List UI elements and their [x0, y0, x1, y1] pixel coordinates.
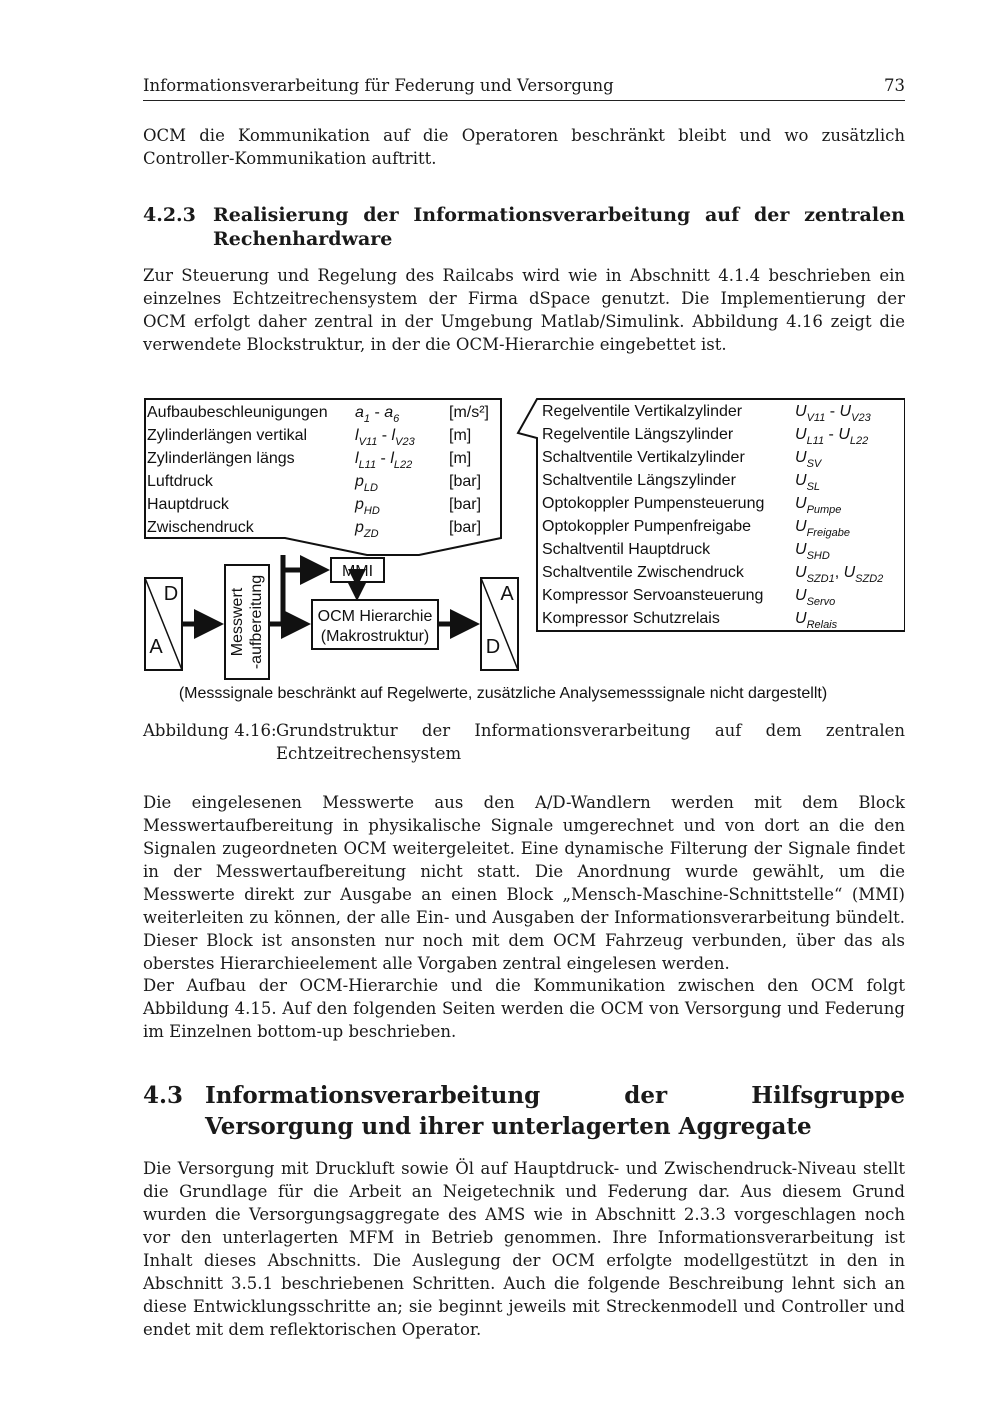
output-signal-name: Optokoppler Pumpenfreigabe [542, 518, 752, 535]
section-title: Informationsverarbeitung der Hilfsgruppe Versorgung und ihrer unterlagerten Aggregate [205, 1082, 905, 1140]
output-signal-symbol: $U_{SL}$ [795, 472, 821, 493]
input-signal-symbol: $l_{L11} - l_{L22}$ [355, 450, 413, 471]
input-signal-unit: [m] [449, 427, 472, 444]
input-signal-unit: [bar] [449, 473, 482, 490]
input-signal-symbol: $l_{V11} - l_{V23}$ [355, 427, 415, 448]
section-title: Realisierung der Informationsverarbeitung auf der zentralen Rechenhardware [213, 204, 905, 250]
ad-converter-block [145, 578, 182, 670]
output-signal-list [542, 403, 883, 631]
section-4-3-paragraph: Die Versorgung mit Druckluft sowie Öl auf Hauptdruck- und Zwischendruck-Niveau stellt die Grundlage für die Arbeit an Neigetechnik und Federung dar. Aus diesem Grund wurden die Versorgungsaggregate des AMS wie in Abschnitt 2.3.3 vorgeschlagen noch vor den unterlagerten MFM in Betrieb genommen. Ihre Informationsverarbeitung ist Inhalt dieses Abschnitts. Die Auslegung der OCM erfolgte modellgestützt in den in Abschnitt 3.5.1 beschriebenen Schritten. Auch die folgende Beschreibung lehnt sich an diese Entwicklungsschritte an; sie beginnt jeweils mit Streckenmodell und Controller und endet mit dem reflektorischen Operator. [143, 1159, 905, 1339]
output-signal-symbol: $U_{Pumpe}$ [795, 495, 842, 516]
output-signal-name: Schaltventile Vertikalzylinder [542, 449, 745, 466]
input-signal-symbol: $p_{LD}$ [355, 473, 378, 494]
ocm-label-1: OCM Hierarchie [317, 608, 433, 625]
da-converter-block [481, 578, 518, 670]
input-signal-unit: [bar] [449, 519, 482, 536]
adc-bottom-letter: A [149, 636, 163, 658]
ocm-label-2: (Makrostruktur) [320, 628, 430, 645]
output-signal-name: Kompressor Servoansteuerung [542, 587, 764, 604]
block-diagram [143, 390, 905, 720]
output-signal-symbol: $U_{V11} - U_{V23}$ [795, 403, 871, 424]
output-signal-symbol: $U_{Relais}$ [795, 610, 838, 631]
figure-note: (Messsignale beschränkt auf Regelwerte, zusätzliche Analysemesssignale nicht dargestellt) [178, 685, 828, 702]
intro-paragraph: OCM die Kommunikation auf die Operatoren beschränkt bleibt und wo zusätzlich Controller-Kommunikation auftritt. [143, 126, 905, 168]
caption-label: Abbildung 4.16: [143, 721, 277, 740]
output-signal-name: Optokoppler Pumpensteuerung [542, 495, 765, 512]
input-signal-name: Zylinderlängen vertikal [147, 427, 308, 444]
dac-bottom-letter: D [485, 636, 501, 658]
output-signal-symbol: $U_{SV}$ [795, 449, 822, 470]
output-signal-symbol: $U_{Freigabe}$ [795, 518, 850, 539]
messwert-label-1: Messwert [229, 587, 246, 657]
input-signal-unit: [m] [449, 450, 472, 467]
input-signal-name: Zylinderlängen längs [147, 450, 295, 467]
input-signal-name: Aufbaubeschleunigungen [147, 404, 328, 421]
dac-top-letter: A [500, 583, 514, 605]
body-paragraph-3: Der Aufbau der OCM-Hierarchie und die Kommunikation zwischen den OCM folgt Abbildung 4.15. Auf den folgenden Seiten werden die OCM von Versorgung und Federung im Einzelnen bottom-up beschrieben. [143, 976, 905, 1041]
mmi-block [331, 558, 384, 582]
body-paragraph-2: Die eingelesenen Messwerte aus den A/D-Wandlern werden mit dem Block Messwertaufbereitung in physikalische Signale umgerechnet und von dort an die den Signalen zugeordneten OCM weitergeleitet. Eine dynamische Filterung der Signale findet in der Messwertaufbereitung nicht statt. Die Anordnung wurde gewählt, um die Messwerte direkt zur Ausgabe an einen Block „Mensch-Maschine-Schnittstelle“ (MMI) weiterleiten zu können, der alle Ein- und Ausgaben der Informationsverarbeitung bündelt. Dieser Block ist ansonsten nur noch mit dem OCM Fahrzeug verbunden, über das als oberstes Hierarchieelement alle Vorgaben zentral eingelesen werden. [143, 793, 905, 973]
header-title: Informationsverarbeitung für Federung und Versorgung [143, 76, 614, 95]
input-signal-name: Hauptdruck [147, 496, 229, 513]
input-signal-symbol: $p_{ZD}$ [355, 519, 379, 540]
input-signal-unit: [m/s²] [449, 404, 489, 421]
input-signal-name: Zwischendruck [147, 519, 254, 536]
input-signal-unit: [bar] [449, 496, 482, 513]
output-signal-name: Regelventile Vertikalzylinder [542, 403, 743, 420]
output-signal-symbol: $U_{Servo}$ [795, 587, 836, 608]
mmi-label: MMI [341, 563, 374, 580]
messwertaufbereitung-block [225, 565, 269, 679]
output-signal-name: Regelventile Längszylinder [542, 426, 734, 443]
input-signal-name: Luftdruck [147, 473, 213, 490]
adc-top-letter: D [163, 583, 179, 605]
ocm-hierarchy-block [312, 600, 438, 649]
input-signal-symbol: $a_1 - a_6$ [355, 404, 400, 425]
output-signal-symbol: $U_{SHD}$ [795, 541, 830, 562]
output-signal-symbol: $U_{L11} - U_{L22}$ [795, 426, 869, 447]
messwert-label-2: -aufbereitung [248, 574, 265, 670]
output-signal-name: Kompressor Schutzrelais [542, 610, 720, 627]
output-signal-name: Schaltventile Zwischendruck [542, 564, 744, 581]
caption-text: Grundstruktur der Informationsverarbeitung auf dem zentralen Echtzeitrechensystem [276, 721, 905, 763]
page-number: 73 [884, 76, 905, 95]
section-4-2-3-paragraph: Zur Steuerung und Regelung des Railcabs wird wie in Abschnitt 4.1.4 beschrieben ein einzelnes Echtzeitrechensystem der Firma dSpace genutzt. Die Implementierung der OCM erfolgt daher zentral in der Umgebung Matlab/Simulink. Abbildung 4.16 zeigt die verwendete Blockstruktur, in der die OCM-Hierarchie eingebettet ist. [143, 266, 905, 354]
section-number: 4.2.3 [143, 204, 196, 226]
input-signal-symbol: $p_{HD}$ [355, 496, 380, 517]
output-signal-name: Schaltventile Längszylinder [542, 472, 736, 489]
running-header [143, 76, 905, 101]
output-signal-symbol: $U_{SZD1}$, $U_{SZD2}$ [795, 564, 884, 585]
input-signal-list [147, 404, 489, 540]
output-signal-name: Schaltventil Hauptdruck [542, 541, 711, 558]
section-number: 4.3 [143, 1082, 184, 1109]
